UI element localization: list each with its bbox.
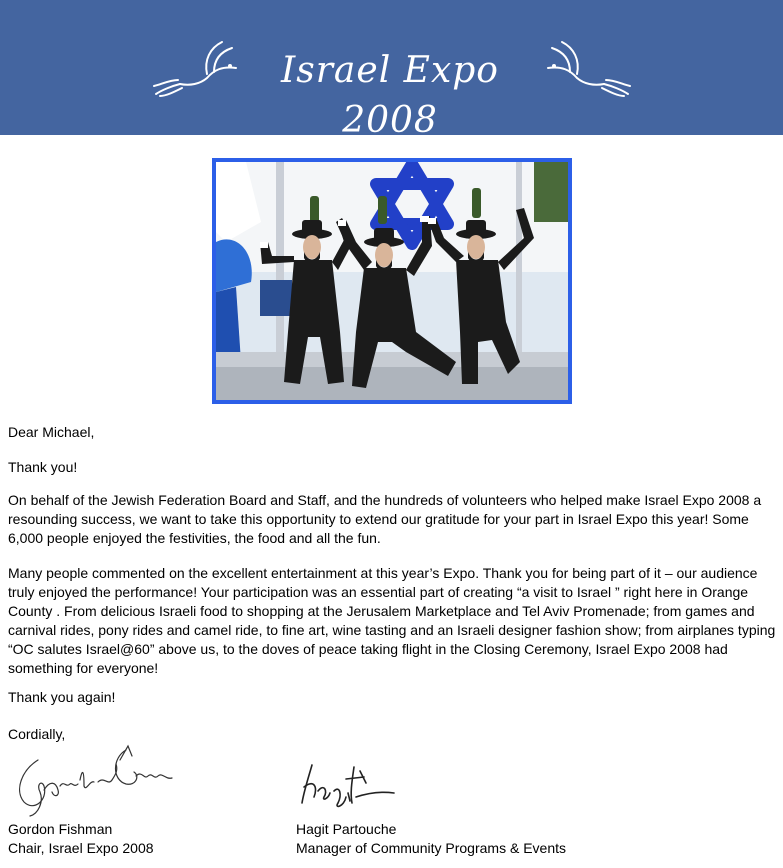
signer-title: Manager of Community Programs & Events (296, 840, 566, 856)
performance-photo (212, 158, 572, 404)
signer-gordon (8, 820, 154, 858)
performers-photo-icon (216, 162, 568, 400)
signer-title: Chair, Israel Expo 2008 (8, 840, 154, 856)
hagit-signature-icon (298, 757, 398, 813)
dove-icon (547, 38, 632, 98)
thank-you-line: Thank you! (8, 459, 78, 475)
closing: Cordially, (8, 726, 66, 742)
signer-hagit (296, 820, 566, 858)
greeting: Dear Michael, (8, 424, 95, 440)
signer-name: Gordon Fishman (8, 821, 113, 837)
gordon-signature-icon (8, 740, 188, 820)
paragraph-1: On behalf of the Jewish Federation Board and Staff, and the hundreds of volunteers who helped make Israel Expo 2008 a resounding success, we want to take this opportunity to extend our gratitude for your part in Israel Expo this year! Some 6,000 people enjoyed the festivities, the food and all the fun. (8, 492, 762, 546)
signer-name: Hagit Partouche (296, 821, 397, 837)
banner-title: Israel Expo 2008 (281, 50, 499, 141)
paragraph-2: Many people commented on the excellent entertainment at this year’s Expo. Thank you for being part of it – our audience truly enjoyed the performance! Your participation was an essential part of creating “a visit to Israel ” right here in Orange County . From delicious Israeli food to shopping at the Jerusalem Marketplace and Tel Aviv Promenade; from games and carnival rides, pony rides and camel ride, to fine art, wine tasting and an Israeli designer fashion show; from airplanes typing “OC salutes Israel@60” above us, to the doves of peace taking flight in the Closing Ceremony, Israel Expo 2008 had something for everyone! (8, 565, 776, 676)
header-banner (0, 0, 783, 141)
dove-icon (152, 38, 237, 98)
thank-you-again: Thank you again! (8, 689, 116, 705)
